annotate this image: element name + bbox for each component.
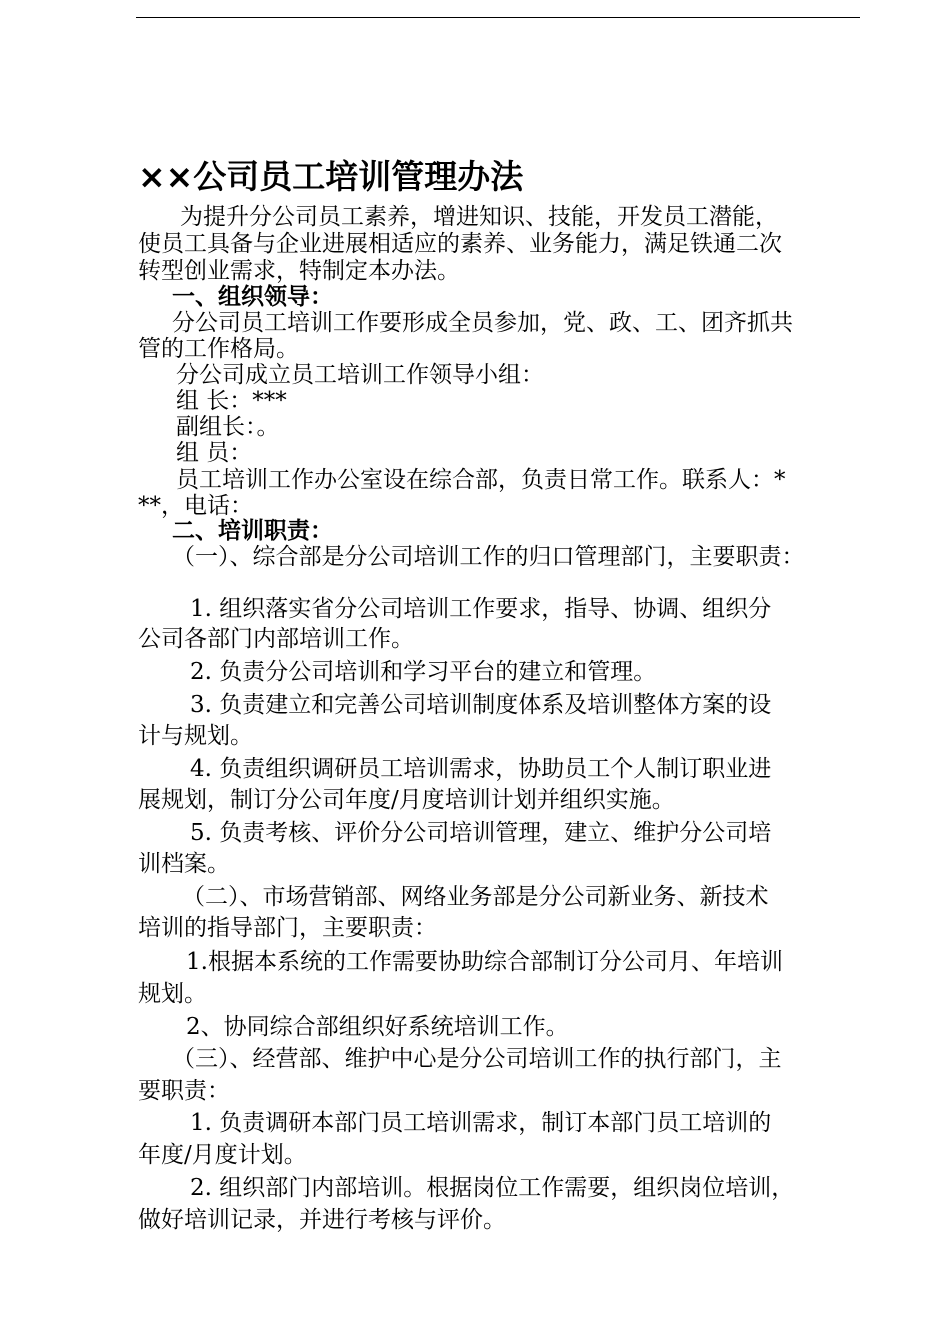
text-line: 2、协同综合部组织好系统培训工作。 <box>186 1014 569 1040</box>
text-line: 公司各部门内部培训工作。 <box>138 626 414 652</box>
text-line: 副组长：。 <box>176 414 280 440</box>
text-line: （三）、经营部、维护中心是分公司培训工作的执行部门，主 <box>172 1046 782 1072</box>
text-line: 5. 负责考核、评价分公司培训管理，建立、维护分公司培 <box>190 820 772 846</box>
text-line: 年度/月度计划。 <box>138 1142 307 1168</box>
text-line: 2. 负责分公司培训和学习平台的建立和管理。 <box>190 659 657 685</box>
text-line: 组 长：*** <box>176 388 287 414</box>
section-heading: 二、培训职责： <box>172 518 333 544</box>
text-line: 4. 负责组织调研员工培训需求，协助员工个人制订职业进 <box>190 756 772 782</box>
text-line: （二）、市场营销部、网络业务部是分公司新业务、新技术 <box>182 884 769 910</box>
text-line: 分公司成立员工培训工作领导小组： <box>176 362 544 388</box>
text-line: 1. 组织落实省分公司培训工作要求，指导、协调、组织分 <box>190 596 772 622</box>
text-line: 1. 负责调研本部门员工培训需求，制订本部门员工培训的 <box>190 1110 772 1136</box>
text-line: 2. 组织部门内部培训。根据岗位工作需要，组织岗位培训， <box>190 1175 795 1201</box>
document-title: ××公司员工培训管理办法 <box>138 157 524 196</box>
text-line: 训档案。 <box>138 851 230 877</box>
text-line: 分公司员工培训工作要形成全员参加，党、政、工、团齐抓共 <box>172 310 793 336</box>
text-line: 要职责： <box>138 1078 230 1104</box>
text-line: 规划。 <box>138 981 207 1007</box>
text-line: 员工培训工作办公室设在综合部，负责日常工作。联系人：* <box>176 467 786 493</box>
text-line: 组 员： <box>176 440 253 466</box>
text-line: 展规划，制订分公司年度/月度培训计划并组织实施。 <box>138 787 675 813</box>
text-line: （一）、综合部是分公司培训工作的归口管理部门，主要职责： <box>172 544 805 570</box>
text-line: 培训的指导部门，主要职责： <box>138 915 437 941</box>
section-heading: 一、组织领导： <box>172 284 333 310</box>
header-rule <box>136 17 860 18</box>
text-line: 1.根据本系统的工作需要协助综合部制订分公司月、年培训 <box>186 949 783 975</box>
text-line: 3. 负责建立和完善公司培训制度体系及培训整体方案的设 <box>190 692 772 718</box>
text-line: 管的工作格局。 <box>138 336 299 362</box>
text-line: 计与规划。 <box>138 723 253 749</box>
text-line: 为提升分公司员工素养，增进知识、技能，开发员工潜能， <box>180 204 778 230</box>
text-line: 使员工具备与企业进展相适应的素养、业务能力，满足铁通二次 <box>138 231 782 257</box>
text-line: 做好培训记录，并进行考核与评价。 <box>138 1207 506 1233</box>
text-line: 转型创业需求，特制定本办法。 <box>138 258 460 284</box>
text-line: **，电话： <box>138 493 253 519</box>
